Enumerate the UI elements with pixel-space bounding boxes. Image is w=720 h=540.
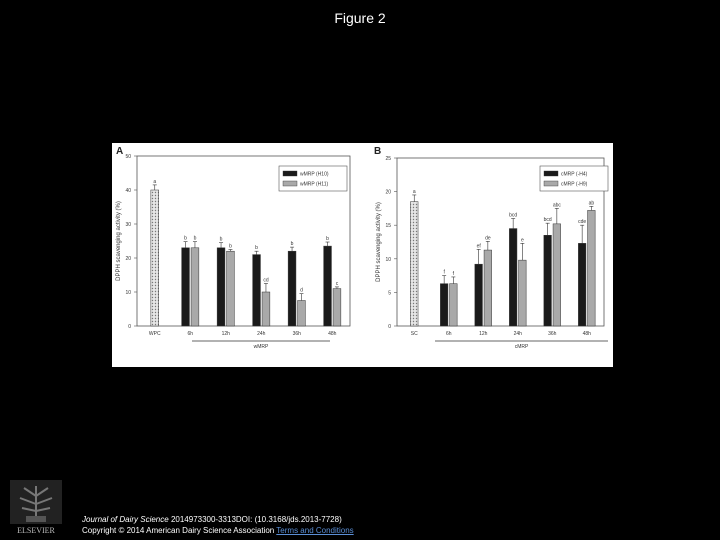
- bar: [519, 260, 527, 326]
- significance-letter: d: [300, 287, 303, 294]
- significance-letter: b: [184, 235, 187, 242]
- significance-letter: b: [326, 236, 329, 243]
- bar: [324, 246, 332, 326]
- y-tick-label: 20: [385, 189, 391, 196]
- significance-letter: a: [153, 178, 157, 185]
- significance-letter: cde: [578, 219, 587, 226]
- bar: [553, 224, 561, 326]
- legend-label: cMRP (-H4): [561, 171, 588, 178]
- significance-letter: b: [229, 243, 232, 250]
- y-tick-label: 15: [385, 223, 391, 230]
- bar: [298, 301, 306, 327]
- citation-doi: 2014973300-3313DOI: (10.3168/jds.2013-7728): [168, 515, 342, 524]
- y-tick-label: 0: [388, 324, 391, 330]
- figure-title: Figure 2: [334, 10, 386, 26]
- bar: [262, 292, 270, 326]
- figure-panel: [112, 143, 613, 367]
- x-tick-label: 48h: [582, 331, 591, 337]
- bar: [182, 248, 190, 326]
- x-tick-label: 24h: [257, 331, 266, 337]
- bar: [253, 255, 261, 326]
- bar: [227, 251, 235, 326]
- legend-swatch: [544, 171, 558, 176]
- significance-letter: b: [290, 241, 294, 248]
- bar: [440, 284, 448, 326]
- bar: [578, 243, 586, 326]
- significance-letter: b: [219, 236, 223, 243]
- citation-line: [82, 514, 354, 525]
- bar: [484, 250, 492, 326]
- x-tick-label: 12h: [479, 331, 488, 337]
- significance-letter: b: [255, 245, 258, 252]
- legend-swatch: [283, 171, 297, 176]
- bar: [191, 248, 199, 326]
- significance-letter: f: [452, 270, 455, 277]
- x-tick-label: WPC: [148, 331, 161, 337]
- x-tick-label: 36h: [548, 331, 557, 337]
- panel-label: B: [374, 146, 382, 157]
- legend-label: cMRP (-H9): [561, 181, 588, 188]
- x-tick-label: 48h: [328, 331, 337, 337]
- y-tick-label: 0: [128, 324, 131, 330]
- x-tick-label: 6h: [187, 331, 194, 337]
- bar: [475, 264, 483, 326]
- publisher-name: ELSEVIER: [17, 526, 55, 535]
- significance-letter: c: [335, 280, 339, 287]
- x-tick-label: 6h: [445, 331, 452, 337]
- citation-block: [82, 514, 354, 536]
- y-tick-label: 10: [125, 290, 131, 296]
- significance-letter: ef: [476, 243, 481, 250]
- bar: [450, 284, 458, 326]
- y-tick-label: 20: [125, 256, 131, 262]
- terms-link[interactable]: Terms and Conditions: [276, 526, 354, 535]
- legend-swatch: [283, 181, 297, 186]
- group-label: cMRP: [514, 344, 529, 350]
- x-tick-label: 36h: [292, 331, 301, 337]
- journal-name: Journal of Dairy Science: [82, 515, 169, 524]
- bar: [509, 229, 517, 326]
- significance-letter: bcd: [543, 217, 552, 224]
- y-tick-label: 25: [385, 156, 391, 162]
- copyright-line: [82, 525, 354, 536]
- legend-swatch: [544, 181, 558, 186]
- bar: [151, 190, 159, 326]
- significance-letter: ab: [588, 200, 595, 207]
- legend-label: wMRP (H11): [300, 181, 329, 188]
- bar: [333, 289, 341, 326]
- y-tick-label: 10: [385, 256, 391, 263]
- significance-letter: b: [193, 235, 197, 242]
- y-tick-label: 40: [125, 188, 131, 194]
- copyright-text: Copyright © 2014 American Dairy Science Association: [82, 526, 275, 535]
- chart-panel-a: [116, 146, 350, 350]
- y-axis-label: DPPH scavenging activity (%): [376, 202, 382, 282]
- y-axis-label: DPPH scavenging activity (%): [116, 201, 122, 281]
- bar: [288, 251, 296, 326]
- significance-letter: e: [520, 237, 524, 244]
- significance-letter: f: [443, 269, 445, 276]
- chart-figure: [112, 143, 613, 367]
- bar: [217, 248, 225, 326]
- significance-letter: de: [485, 235, 491, 242]
- chart-panel-b: [374, 146, 608, 350]
- y-tick-label: 30: [125, 222, 131, 228]
- x-tick-label: SC: [410, 331, 418, 337]
- bar: [410, 202, 418, 326]
- panel-label: A: [116, 146, 124, 157]
- significance-letter: a: [412, 188, 416, 195]
- bar: [544, 235, 552, 326]
- significance-letter: cd: [263, 277, 269, 284]
- x-tick-label: 24h: [513, 331, 522, 337]
- x-tick-label: 12h: [221, 331, 230, 337]
- significance-letter: abc: [552, 202, 561, 209]
- significance-letter: bcd: [509, 212, 518, 219]
- bar: [588, 210, 596, 326]
- y-tick-label: 5: [388, 290, 391, 297]
- y-tick-label: 50: [125, 154, 131, 160]
- elsevier-logo: [8, 478, 64, 536]
- group-label: wMRP: [253, 344, 269, 350]
- legend-label: wMRP (H10): [300, 171, 329, 178]
